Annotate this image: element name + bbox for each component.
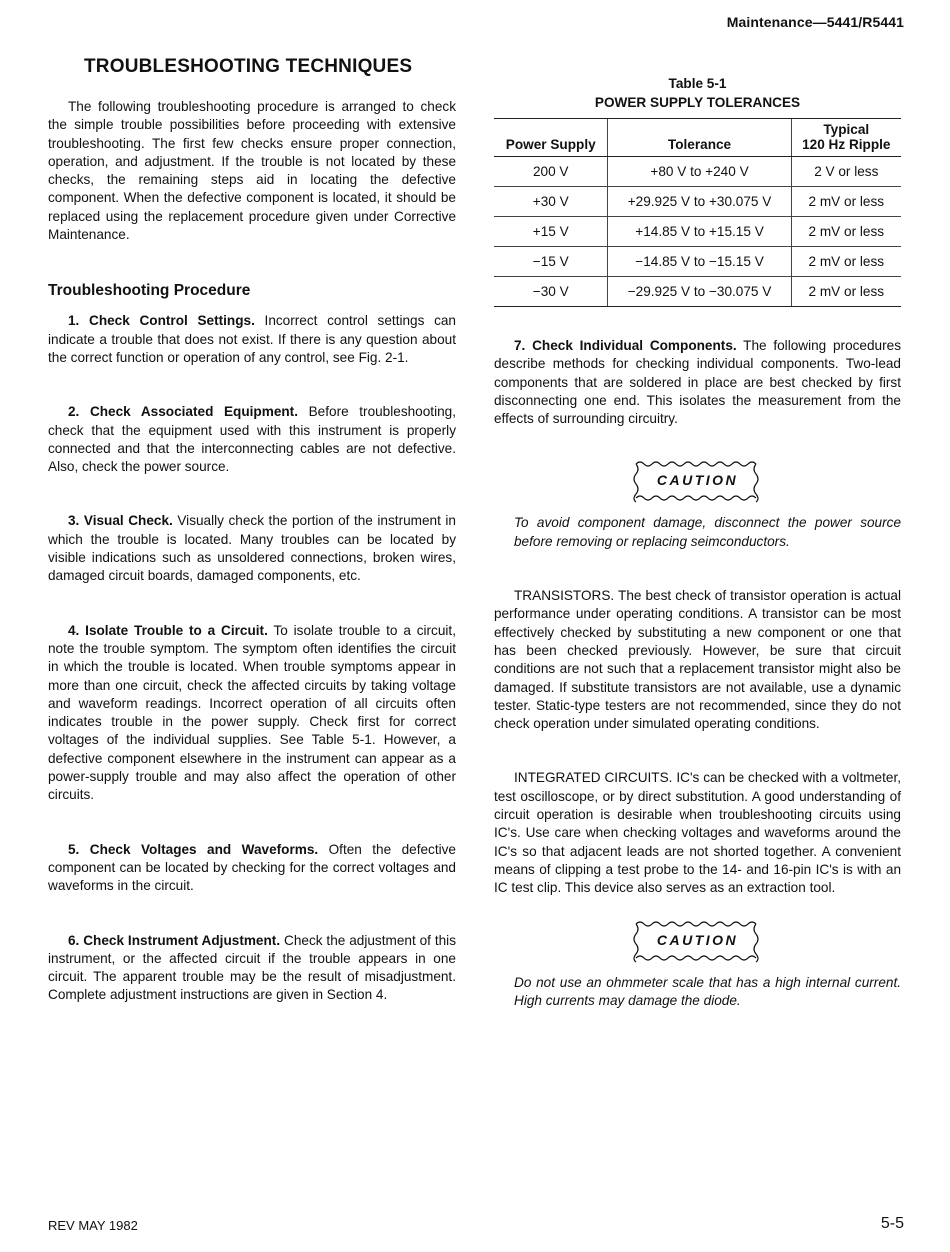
cell-ripple: 2 V or less xyxy=(791,157,901,187)
step-2 xyxy=(48,403,456,476)
cell-tolerance: −14.85 V to −15.15 V xyxy=(608,247,791,277)
step-4-text: To isolate trouble to a circuit, note the trouble symptom. The symptom often identifies the circuit in which the trouble is located. When trouble symptoms appear in more than one circuit, check the affected circuits by taking voltage and waveform readings. Incorrect operation of all circuits often indicates trouble in the power supply. Check first for correct voltages of the individual supplies. See Table 5-1. However, a defective component elsewhere in the instrument can appear as a power-supply trouble and may also affect the operation of other circuits. xyxy=(48,622,456,803)
integrated-circuits-paragraph: INTEGRATED CIRCUITS. IC's can be checked with a voltmeter, test oscilloscope, or by direct substitution. A good understanding of circuit operation is desirable when troubleshooting circuits using IC's. Use care when checking voltages and waveforms around the IC's so that adjacent leads are not shorted together. A convenient means of clipping a test probe to the 14- and 16-pin IC's is with an IC test clip. This device also serves as an extraction tool. xyxy=(494,770,901,896)
cell-supply: +15 V xyxy=(494,217,608,247)
step-6-heading: 6. Check Instrument Adjustment. xyxy=(68,932,281,948)
cell-tolerance: +80 V to +240 V xyxy=(608,157,791,187)
step-1 xyxy=(48,312,456,367)
caution-label-1: CAUTION xyxy=(656,472,739,489)
cell-supply: −30 V xyxy=(494,277,608,307)
table-row xyxy=(494,157,901,187)
intro-paragraph: The following troubleshooting procedure is arranged to check the simple trouble possibilities before proceeding with extensive troubleshooting. The first few checks ensure proper connection, operation, and adjustment. If the trouble is not located by these checks, the remaining steps aid in locating the defective component. When the defective component is located, it should be replaced using the replacement procedure given under Corrective Maintenance. xyxy=(48,99,456,243)
header-tolerance: Tolerance xyxy=(608,119,791,157)
cell-tolerance: +14.85 V to +15.15 V xyxy=(608,217,791,247)
step-1-heading: 1. Check Control Settings. xyxy=(68,313,255,329)
table-row xyxy=(494,187,901,217)
power-supply-table xyxy=(494,118,901,307)
page-number: 5-5 xyxy=(880,1215,904,1232)
right-column xyxy=(494,74,901,1010)
section-title: TROUBLESHOOTING TECHNIQUES xyxy=(84,56,413,77)
cell-ripple: 2 mV or less xyxy=(791,277,901,307)
caution-text-1: To avoid component damage, disconnect the power source before removing or replacing seimconductors. xyxy=(514,515,901,549)
transistors-paragraph: TRANSISTORS. The best check of transistor operation is actual performance under operating conditions. A transistor can be most effectively checked by substituting a new component or one that has been checked previously. However, be sure that circuit conditions are not such that a replacement transistor might also be damaged. If substitute transistors are not available, use a dynamic tester. Static-type testers are not recommended, since they do not check operation under simulated operating conditions. xyxy=(494,588,901,732)
step-6-text: Check the adjustment of this instrument, or the affected circuit if the trouble appears in one circuit. The apparent trouble may be the result of misadjustment. Complete adjustment instructions are given in Section 4. xyxy=(48,932,456,1003)
cell-ripple: 2 mV or less xyxy=(791,187,901,217)
step-7-text: The following procedures describe methods for checking individual components. Two-lead components that are soldered in place are best checked by first disconnecting one end. This isolates the measurement from the effects of surrounding circuitry. xyxy=(494,338,901,427)
step-4 xyxy=(48,622,456,805)
cell-ripple: 2 mV or less xyxy=(791,217,901,247)
cell-supply: 200 V xyxy=(494,157,608,187)
cell-tolerance: −29.925 V to −30.075 V xyxy=(608,277,791,307)
header-ripple xyxy=(791,119,901,157)
step-2-text: Before troubleshooting, check that the equipment used with this instrument is properly connected and that the interconnecting cables are not defective. Also, check the power source. xyxy=(48,404,456,475)
cell-supply: +30 V xyxy=(494,187,608,217)
step-7-heading: 7. Check Individual Components. xyxy=(514,338,737,353)
table-row xyxy=(494,247,901,277)
table-row xyxy=(494,277,901,307)
left-column xyxy=(48,56,456,1005)
step-3-text: Visually check the portion of the instrument in which the trouble is located. Many troubles can be located by visible indications such as unsoldered connections, broken wires, damaged circuit boards, damaged components, etc. xyxy=(48,513,456,584)
procedure-title: Troubleshooting Procedure xyxy=(48,282,251,300)
step-5-text: Often the defective component can be located by checking for the correct voltages and waveforms in the circuit. xyxy=(48,841,456,894)
header-ripple-line1: Typical xyxy=(823,122,870,137)
table-row xyxy=(494,217,901,247)
footer-revision: REV MAY 1982 xyxy=(48,1218,138,1233)
cell-ripple: 2 mV or less xyxy=(791,247,901,277)
running-header: Maintenance—5441/R5441 xyxy=(726,14,904,30)
step-3 xyxy=(48,512,456,585)
caution-text-2: Do not use an ohmmeter scale that has a high internal current. High currents may damage the diode. xyxy=(514,974,901,1008)
step-6 xyxy=(48,932,456,1005)
table-header-row xyxy=(494,119,901,157)
caution-box-1 xyxy=(628,458,768,504)
header-power-supply: Power Supply xyxy=(494,119,608,157)
cell-tolerance: +29.925 V to +30.075 V xyxy=(608,187,791,217)
caution-label-2: CAUTION xyxy=(656,931,739,948)
cell-supply: −15 V xyxy=(494,247,608,277)
step-1-text: Incorrect control settings can indicate a trouble that does not exist. If there is any question about the correct function or operation of any control, see Fig. 2-1. xyxy=(48,313,456,365)
caution-box-2 xyxy=(628,918,768,964)
table-number: Table 5-1 xyxy=(668,76,727,91)
step-5-heading: 5. Check Voltages and Waveforms. xyxy=(68,841,319,857)
step-5 xyxy=(48,841,456,896)
header-ripple-line2: 120 Hz Ripple xyxy=(802,137,891,152)
step-7 xyxy=(494,337,901,428)
step-3-heading: 3. Visual Check. xyxy=(68,513,173,529)
table-title: POWER SUPPLY TOLERANCES xyxy=(594,95,801,110)
step-4-heading: 4. Isolate Trouble to a Circuit. xyxy=(68,622,268,638)
step-2-heading: 2. Check Associated Equipment. xyxy=(68,404,298,420)
